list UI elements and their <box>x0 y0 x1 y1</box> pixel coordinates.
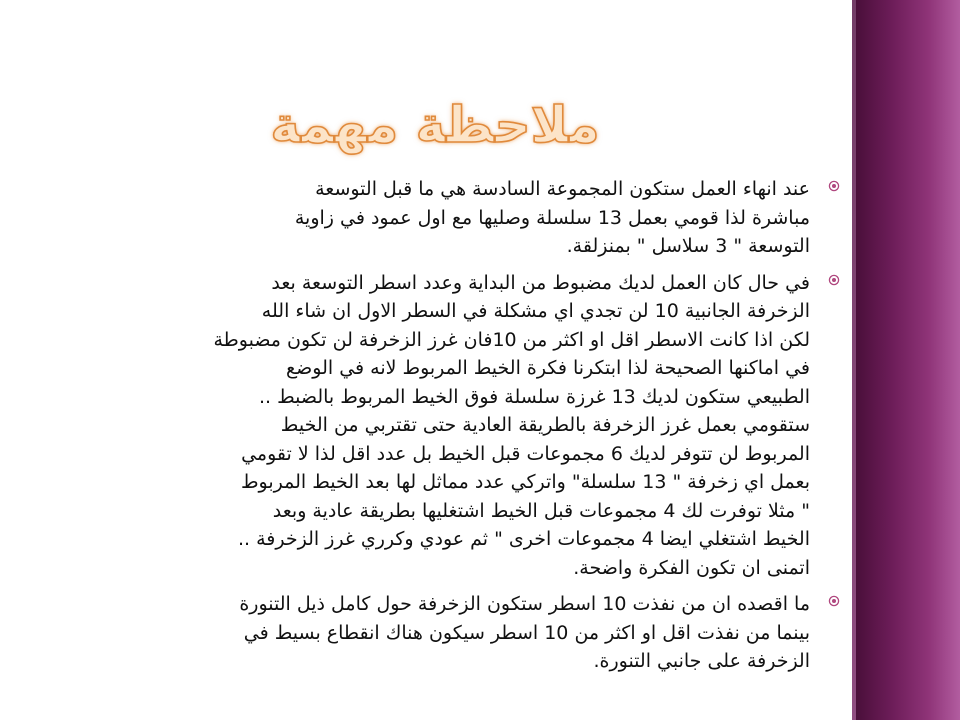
bullet-icon <box>828 595 840 607</box>
bullet-item <box>60 590 840 676</box>
bullet-text: ما اقصده ان من نفذت 10 اسطر ستكون الزخرفة حول كامل ذيل التنورة بينما من نفذت اقل او اكثر من 10 اسطر سيكون هناك انقطاع بسيط في الزخرفة على جانبي التنورة. <box>239 593 810 672</box>
bullet-text: عند انهاء العمل ستكون المجموعة السادسة هي ما قبل التوسعة مباشرة لذا قومي بعمل 13 سلسلة وصليها مع اول عمود في زاوية التوسعة " 3 سلاسل " بمنزلقة. <box>294 178 810 257</box>
bullet-icon <box>828 180 840 192</box>
bullet-item <box>60 175 840 261</box>
bullet-icon <box>828 274 840 286</box>
side-decorative-band <box>856 0 960 720</box>
bullet-list <box>60 175 840 684</box>
bullet-text: في حال كان العمل لديك مضبوط من البداية وعدد اسطر التوسعة بعد الزخرفة الجانبية 10 لن تجدي اي مشكلة في السطر الاول ان شاء الله لكن اذا كانت الاسطر اقل او اكثر من 10فان غرز الزخرفة لن تكون مضبوطة في اماكنها الصحيحة لذا ابتكرنا فكرة الخيط المربوط لانه في الوضع الطبيعي ستكون لديك 13 غرزة سلسلة فوق الخيط المربوط بالضبط .. ستقومي بعمل غرز الزخرفة بالطريقة العادية حتى تقتربي من الخيط المربوط لن تتوفر لديك 6 مجموعات قبل الخيط بل عدد اقل لذا لا تقومي بعمل اي زخرفة " 13 سلسلة" واتركي عدد مماثل لها بعد الخيط المربوط " مثلا توفرت لك 4 مجموعات قبل الخيط اشتغليها بطريقة عادية وبعد الخيط اشتغلي ايضا 4 مجموعات اخرى " ثم عودي وكرري غرز الزخرفة .. اتمنى ان تكون الفكرة واضحة. <box>213 271 810 579</box>
bullet-item <box>60 269 840 583</box>
slide-title: ملاحظة مهمة <box>270 96 600 154</box>
